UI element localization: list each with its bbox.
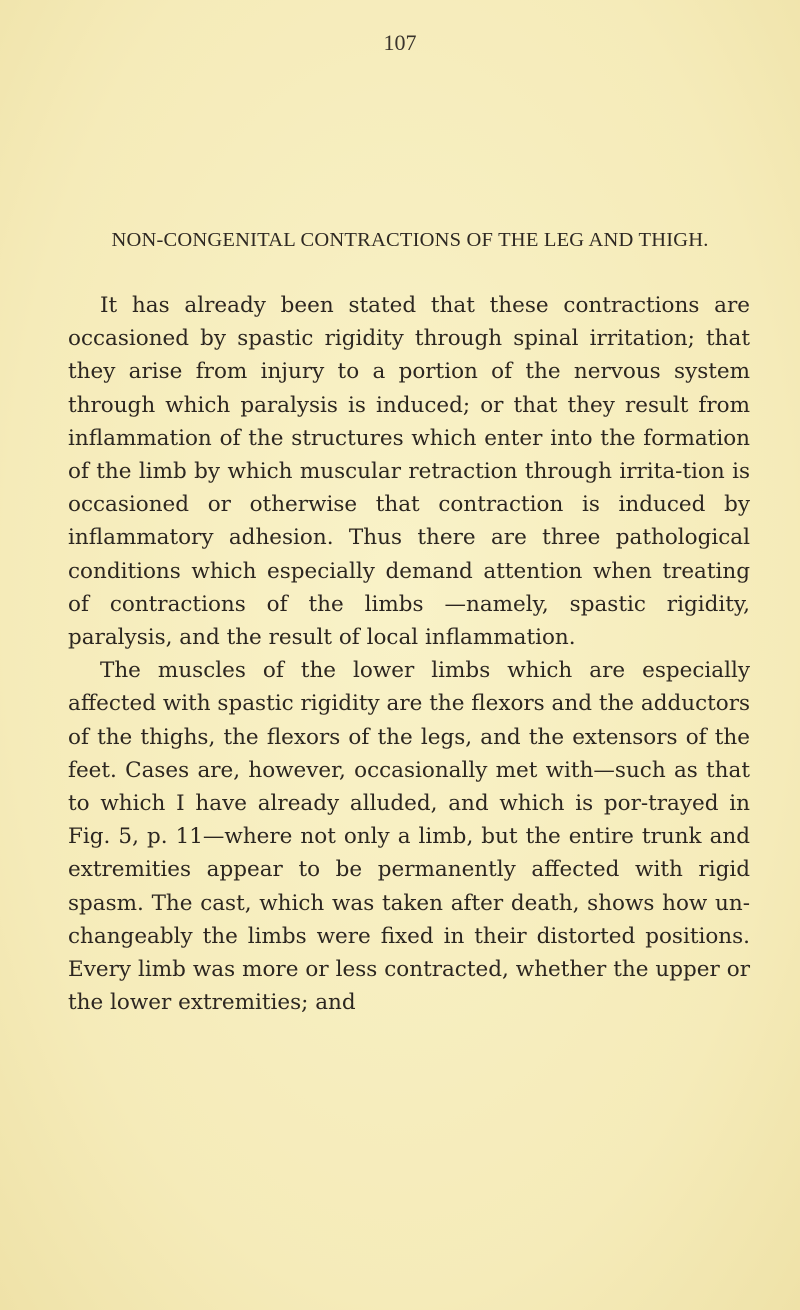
page-number: 107 [383, 30, 417, 55]
body-text [68, 289, 750, 1019]
chapter-heading: NON-CONGENITAL CONTRACTIONS OF THE LEG AND THIGH. [111, 229, 709, 251]
paragraph-1: It has already been stated that these contractions are occasioned by spastic rigidity through spinal irritation; that they arise from injury to a portion of the nervous system through which paralysis is induced; or that they result from inflammation of the structures which enter into the formation of the limb by which muscular retraction through irrita-tion is occasioned or otherwise that contraction is induced by inflammatory adhesion. Thus there are three pathological conditions which especially demand attention when treating of contractions of the limbs —namely, spastic rigidity, paralysis, and the result of local inflammation. [68, 293, 750, 651]
paragraph-2: The muscles of the lower limbs which are especially affected with spastic rigidity are the flexors and the adductors of the thighs, the flexors of the legs, and the extensors of the feet. Cases are, however, occasionally met with—such as that to which I have already alluded, and which is por-trayed in Fig. 5, p. 11—where not only a limb, but the entire trunk and extremities appear to be permanently affected with rigid spasm. The cast, which was taken after death, shows how un-changeably the limbs were fixed in their distorted positions. Every limb was more or less contracted, whether the upper or the lower extremities; and [68, 658, 750, 1016]
